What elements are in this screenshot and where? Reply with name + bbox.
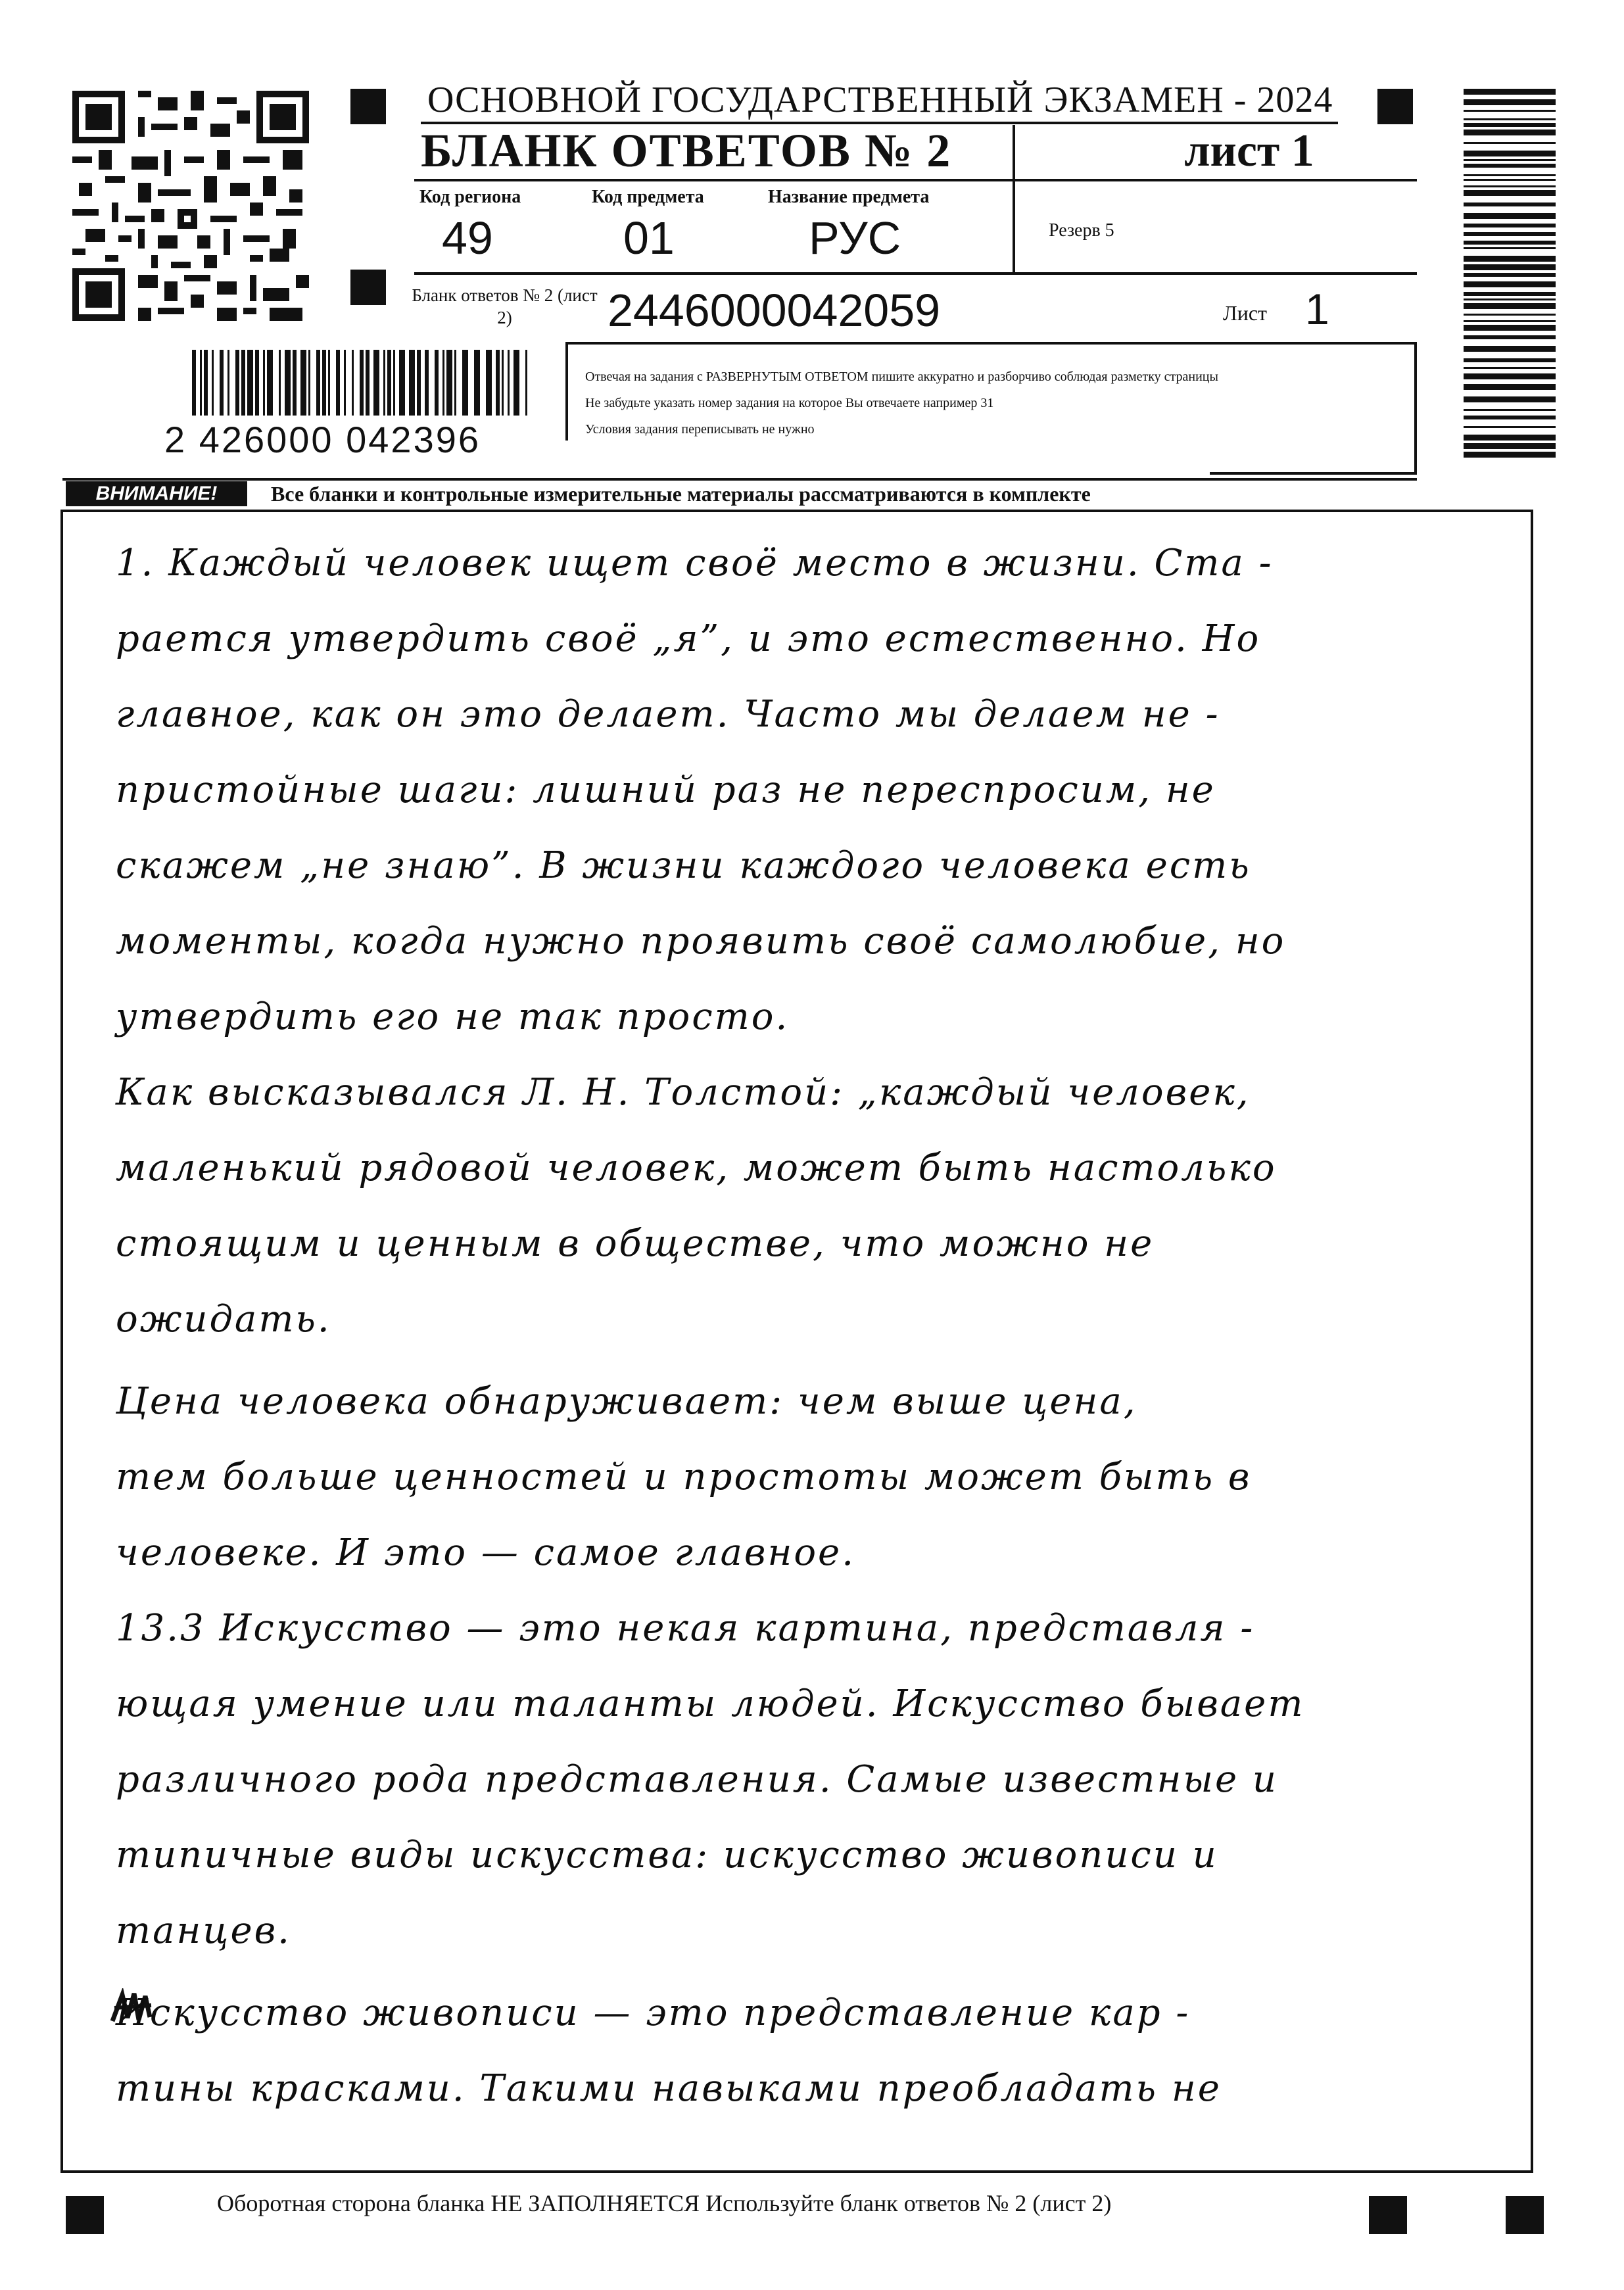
- divider: [565, 342, 568, 441]
- sheet-label: лист 1: [1184, 126, 1314, 176]
- barcode-bar: [247, 350, 253, 416]
- form-ref-label: Бланк ответов № 2 (лист 2): [412, 285, 598, 327]
- footer-note: Оборотная сторона бланка НЕ ЗАПОЛНЯЕТСЯ Используйте бланк ответов № 2 (лист 2): [217, 2190, 1112, 2216]
- barcode-bar: [486, 350, 492, 416]
- barcode-number: 2 426000 042396: [164, 419, 481, 460]
- answer-line: рается утвердить своё „я”, и это естественно. Но: [116, 617, 1261, 660]
- barcode-bar: [1464, 435, 1556, 441]
- barcode-bar: [1464, 335, 1556, 339]
- barcode: [1464, 89, 1556, 464]
- barcode-bar: [1464, 325, 1556, 331]
- barcode-bar: [1464, 130, 1556, 135]
- barcode-bar: [1464, 303, 1556, 309]
- answer-line: ющая умение или таланты людей. Искусство бывает: [116, 1682, 1305, 1725]
- answer-line: Цена человека обнаруживает: чем выше цена,: [116, 1380, 1137, 1423]
- barcode-bar: [496, 350, 500, 416]
- list-label: Лист: [1223, 301, 1268, 325]
- instruction-line: Не забудьте указать номер задания на которое Вы отвечаете например 31: [585, 396, 994, 410]
- divider: [1013, 125, 1015, 273]
- answer-line: Как высказывался Л. Н. Толстой: „каждый человек,: [116, 1071, 1251, 1114]
- answer-line: танцев.: [116, 1909, 291, 1952]
- registration-mark: [66, 2196, 104, 2234]
- barcode-bar: [393, 350, 395, 416]
- region-label: Код региона: [419, 187, 521, 207]
- barcode-bar: [200, 350, 202, 416]
- barcode-bar: [1464, 232, 1556, 236]
- barcode-bar: [462, 350, 468, 416]
- form-ref-number: 2446000042059: [608, 285, 941, 336]
- barcode-bar: [1464, 89, 1556, 95]
- answer-line: стоящим и ценным в обществе, что можно не: [116, 1222, 1155, 1265]
- barcode-bar: [387, 350, 391, 416]
- barcode-bar: [1464, 416, 1556, 419]
- answer-line: тины красками. Такими навыками преобладать не: [116, 2067, 1222, 2110]
- divider: [1414, 342, 1417, 472]
- region-value: 49: [442, 212, 493, 264]
- barcode-bar: [1464, 213, 1556, 219]
- barcode-bar: [204, 350, 208, 416]
- divider: [565, 342, 1417, 345]
- barcode-bar: [352, 350, 354, 416]
- registration-mark: [350, 270, 386, 305]
- answer-line: 1. Каждый человек ищет своё место в жизни. Ста -: [116, 542, 1274, 584]
- barcode-bar: [366, 350, 370, 416]
- answer-line: моменты, когда нужно проявить своё самолюбие, но: [116, 920, 1286, 963]
- barcode-bar: [1464, 396, 1556, 402]
- barcode-bar: [425, 350, 429, 416]
- barcode-bar: [220, 350, 224, 416]
- barcode-bar: [1464, 99, 1556, 105]
- barcode-bar: [316, 350, 320, 416]
- barcode-bar: [373, 350, 379, 416]
- barcode-bar: [1464, 185, 1556, 187]
- barcode-bar: [241, 350, 245, 416]
- barcode-bar: [1464, 384, 1556, 390]
- divider: [414, 272, 1417, 275]
- barcode-bar: [1464, 426, 1556, 428]
- barcode-bar: [399, 350, 405, 416]
- barcode-bar: [212, 350, 214, 416]
- subject-code-label: Код предмета: [592, 187, 704, 207]
- attention-badge: ВНИМАНИЕ!: [66, 481, 247, 506]
- subject-name-value: РУС: [809, 212, 901, 264]
- barcode-bar: [1464, 320, 1556, 322]
- barcode-bar: [1464, 409, 1556, 411]
- barcode-bar: [1464, 174, 1556, 176]
- barcode-bar: [1464, 110, 1556, 112]
- barcode-bar: [1464, 159, 1556, 161]
- barcode-bar: [1464, 373, 1556, 379]
- barcode-bar: [1464, 281, 1556, 287]
- qr-code: [72, 91, 309, 321]
- subject-name-label: Название предмета: [768, 187, 930, 207]
- answer-line: человеке. И это — самое главное.: [116, 1531, 855, 1574]
- barcode-bar: [1464, 367, 1556, 369]
- barcode-bar: [360, 350, 364, 416]
- barcode-bar: [1464, 358, 1556, 362]
- barcode-bar: [446, 350, 452, 416]
- registration-mark: [1377, 89, 1413, 124]
- barcode-bar: [1464, 179, 1556, 181]
- answer-line: главное, как он это делает. Часто мы делаем не -: [116, 693, 1220, 736]
- barcode-bar: [383, 350, 385, 416]
- registration-mark: [350, 89, 386, 124]
- subject-code-value: 01: [623, 212, 675, 264]
- barcode-bar: [328, 350, 330, 416]
- barcode-bar: [1464, 443, 1556, 449]
- answer-line: типичные виды искусства: искусство живописи и: [116, 1834, 1218, 1876]
- barcode-bar: [293, 350, 297, 416]
- barcode-bar: [1464, 151, 1556, 156]
- barcode-bar: [1464, 142, 1556, 144]
- barcode-bar: [227, 350, 229, 416]
- barcode-bar: [255, 350, 259, 416]
- barcode-bar: [1464, 224, 1556, 227]
- barcode-bar: [1464, 298, 1556, 300]
- registration-mark: [1506, 2196, 1544, 2234]
- barcode-bar: [1464, 273, 1556, 277]
- barcode-bar: [322, 350, 326, 416]
- answer-area: [60, 510, 1533, 2173]
- barcode-bar: [300, 350, 306, 416]
- attention-text: Все бланки и контрольные измерительные материалы рассматриваются в комплекте: [271, 482, 1091, 506]
- barcode-bar: [192, 350, 196, 416]
- instruction-line: Условия задания переписывать не нужно: [585, 422, 815, 437]
- form-title: БЛАНК ОТВЕТОВ № 2: [421, 124, 952, 177]
- barcode-bar: [1464, 164, 1556, 168]
- barcode-bar: [308, 350, 310, 416]
- barcode-bar: [513, 350, 519, 416]
- barcode-bar: [1464, 292, 1556, 296]
- answer-line: ожидать.: [116, 1298, 331, 1341]
- exam-title: ОСНОВНОЙ ГОСУДАРСТВЕННЫЙ ЭКЗАМЕН - 2024: [427, 80, 1333, 120]
- registration-mark: [1369, 2196, 1407, 2234]
- reserve-field: Резерв 5: [1049, 220, 1114, 241]
- barcode-bar: [474, 350, 480, 416]
- answer-line: пристойные шаги: лишний раз не переспросим, не: [116, 769, 1216, 811]
- barcode-bar: [235, 350, 239, 416]
- barcode-bar: [1464, 123, 1556, 127]
- barcode-bar: [508, 350, 510, 416]
- barcode-bar: [1464, 452, 1556, 458]
- barcode-bar: [344, 350, 346, 416]
- answer-line: утвердить его не так просто.: [116, 995, 790, 1038]
- barcode-bar: [1464, 314, 1556, 316]
- barcode-bar: [263, 350, 265, 416]
- divider: [1210, 472, 1417, 475]
- answer-line: тем больше ценностей и простоты может быть в: [116, 1456, 1252, 1498]
- barcode-bar: [1464, 241, 1556, 245]
- barcode-bar: [1464, 190, 1556, 196]
- barcode: [192, 350, 534, 416]
- barcode-bar: [442, 350, 444, 416]
- barcode-bar: [1464, 203, 1556, 206]
- barcode-bar: [435, 350, 439, 416]
- barcode-bar: [1464, 346, 1556, 352]
- answer-line: Искусство живописи — это представление кар -: [116, 1992, 1191, 2034]
- divider: [414, 179, 1417, 181]
- answer-line: маленький рядовой человек, может быть настолько: [116, 1147, 1277, 1189]
- barcode-bar: [1464, 247, 1556, 249]
- barcode-bar: [1464, 118, 1556, 120]
- barcode-bar: [502, 350, 504, 416]
- barcode-bar: [1464, 264, 1556, 270]
- barcode-bar: [279, 350, 281, 416]
- barcode-bar: [336, 350, 340, 416]
- barcode-bar: [417, 350, 421, 416]
- barcode-bar: [1464, 256, 1556, 262]
- barcode-bar: [409, 350, 415, 416]
- barcode-bar: [267, 350, 273, 416]
- divider: [62, 478, 1417, 481]
- answer-line: скажем „не знаю”. В жизни каждого человека есть: [116, 844, 1251, 887]
- barcode-bar: [525, 350, 527, 416]
- answer-line: 13.3 Искусство — это некая картина, представля -: [116, 1607, 1255, 1650]
- instruction-line: Отвечая на задания с РАЗВЕРНУТЫМ ОТВЕТОМ пишите аккуратно и разборчиво соблюдая разметку страницы: [585, 370, 1218, 384]
- list-number: 1: [1305, 285, 1329, 333]
- answer-line: различного рода представления. Самые известные и: [116, 1758, 1278, 1801]
- barcode-bar: [285, 350, 291, 416]
- barcode-bar: [454, 350, 456, 416]
